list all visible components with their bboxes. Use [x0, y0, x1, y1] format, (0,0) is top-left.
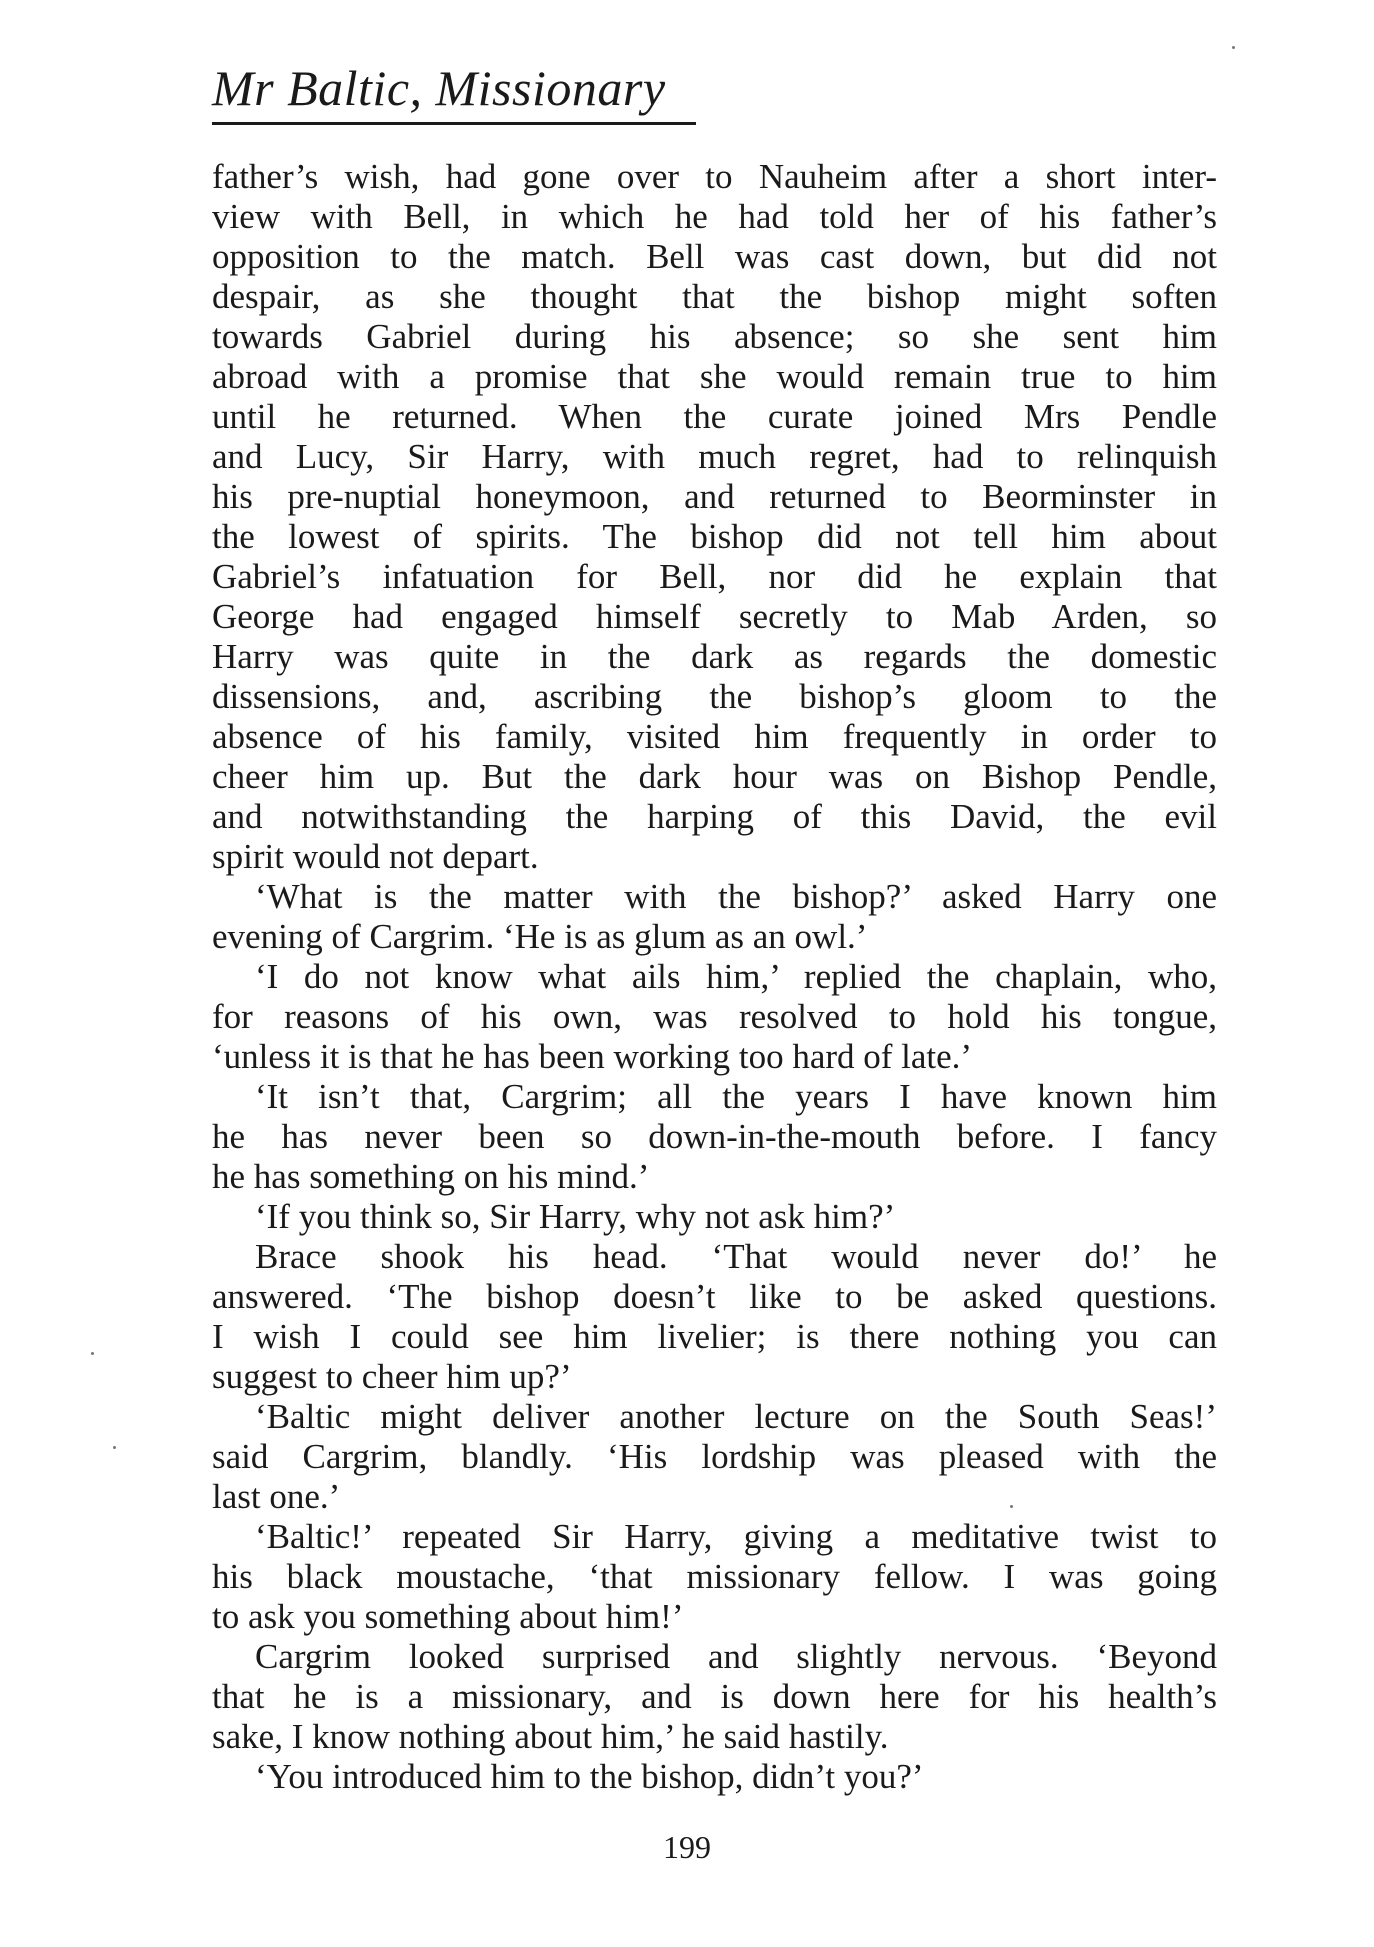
- text-line: father’s wish, had gone over to Nauheim after a short inter-: [212, 157, 1217, 196]
- text-line: Gabriel’s infatuation for Bell, nor did he explain that: [212, 557, 1217, 596]
- text-line: answered. ‘The bishop doesn’t like to be asked questions.: [212, 1277, 1217, 1316]
- body-text: [212, 157, 1217, 1797]
- text-line: and notwithstanding the harping of this David, the evil: [212, 797, 1217, 836]
- text-line: Cargrim looked surprised and slightly nervous. ‘Beyond: [255, 1637, 1217, 1676]
- text-line: that he is a missionary, and is down here for his health’s: [212, 1677, 1217, 1716]
- text-line: despair, as she thought that the bishop might soften: [212, 277, 1217, 316]
- text-line: ‘What is the matter with the bishop?’ asked Harry one: [255, 877, 1217, 916]
- text-line: ‘Baltic might deliver another lecture on the South Seas!’: [255, 1397, 1217, 1436]
- text-line: spirit would not depart.: [212, 837, 539, 876]
- text-line: his pre-nuptial honeymoon, and returned to Beorminster in: [212, 477, 1217, 516]
- text-line: to ask you something about him!’: [212, 1597, 684, 1636]
- text-line: Harry was quite in the dark as regards the domestic: [212, 637, 1217, 676]
- text-line: sake, I know nothing about him,’ he said hastily.: [212, 1717, 889, 1756]
- text-line: cheer him up. But the dark hour was on Bishop Pendle,: [212, 757, 1217, 796]
- text-line: for reasons of his own, was resolved to hold his tongue,: [212, 997, 1217, 1036]
- text-line: ‘It isn’t that, Cargrim; all the years I have known him: [255, 1077, 1217, 1116]
- text-line: said Cargrim, blandly. ‘His lordship was pleased with the: [212, 1437, 1217, 1476]
- text-line: he has never been so down-in-the-mouth before. I fancy: [212, 1117, 1217, 1156]
- text-line: ‘unless it is that he has been working too hard of late.’: [212, 1037, 973, 1076]
- print-speck: [1010, 1505, 1013, 1508]
- text-line: his black moustache, ‘that missionary fellow. I was going: [212, 1557, 1217, 1596]
- text-line: ‘If you think so, Sir Harry, why not ask him?’: [255, 1197, 896, 1236]
- text-line: ‘Baltic!’ repeated Sir Harry, giving a meditative twist to: [255, 1517, 1217, 1556]
- text-line: until he returned. When the curate joined Mrs Pendle: [212, 397, 1217, 436]
- print-speck: [91, 1352, 94, 1355]
- text-line: opposition to the match. Bell was cast down, but did not: [212, 237, 1217, 276]
- text-line: dissensions, and, ascribing the bishop’s gloom to the: [212, 677, 1217, 716]
- text-line: abroad with a promise that she would remain true to him: [212, 357, 1217, 396]
- print-speck: [1232, 46, 1235, 49]
- text-line: Brace shook his head. ‘That would never do!’ he: [255, 1237, 1217, 1276]
- text-line: the lowest of spirits. The bishop did not tell him about: [212, 517, 1217, 556]
- text-line: towards Gabriel during his absence; so she sent him: [212, 317, 1217, 356]
- text-line: suggest to cheer him up?’: [212, 1357, 572, 1396]
- page-number: 199: [663, 1829, 711, 1865]
- text-line: evening of Cargrim. ‘He is as glum as an owl.’: [212, 917, 868, 956]
- running-head: Mr Baltic, Missionary: [212, 60, 666, 116]
- text-line: I wish I could see him livelier; is there nothing you can: [212, 1317, 1217, 1356]
- text-line: ‘You introduced him to the bishop, didn’t you?’: [255, 1757, 924, 1796]
- text-line: absence of his family, visited him frequently in order to: [212, 717, 1217, 756]
- text-line: he has something on his mind.’: [212, 1157, 650, 1196]
- text-line: and Lucy, Sir Harry, with much regret, had to relinquish: [212, 437, 1217, 476]
- print-speck: [113, 1446, 116, 1449]
- text-line: last one.’: [212, 1477, 341, 1516]
- header-rule: [212, 122, 696, 125]
- text-line: ‘I do not know what ails him,’ replied the chaplain, who,: [255, 957, 1217, 996]
- text-line: view with Bell, in which he had told her of his father’s: [212, 197, 1217, 236]
- text-line: George had engaged himself secretly to Mab Arden, so: [212, 597, 1217, 636]
